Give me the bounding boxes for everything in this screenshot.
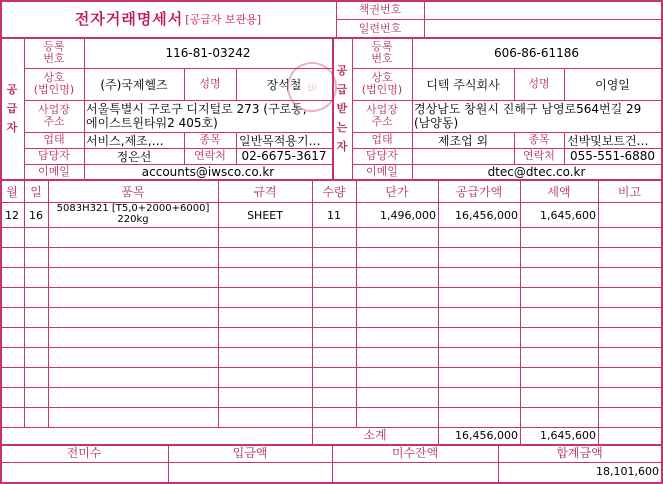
grid-line (352, 148, 662, 149)
row-day: 16 (29, 208, 43, 222)
grid-line (0, 0, 2, 484)
grid-line (84, 38, 85, 180)
book-number-label: 책권번호 (358, 2, 402, 16)
buyer-email-value: dtec@dtec.co.kr (487, 165, 586, 179)
grid-line (352, 132, 662, 133)
grid-line (0, 407, 662, 408)
grid-line (352, 164, 662, 165)
grid-line (356, 181, 357, 427)
supplier-address-line2: 에이스트윈타워2 405호) (86, 116, 218, 130)
grid-line (598, 181, 599, 427)
grid-line (332, 444, 333, 484)
buyer-address-label: 사업장 주소 (366, 103, 398, 128)
grid-line (0, 444, 662, 446)
supplier-phone-value: 02-6675-3617 (241, 149, 327, 163)
col-header-month: 월 (6, 184, 18, 199)
supplier-reg-value: 116-81-03242 (165, 46, 251, 60)
buyer-contact-label: 담당자 (366, 149, 398, 162)
grid-line (236, 132, 237, 164)
buyer-phone-label: 연락처 (523, 149, 555, 162)
supplier-address-line1: 서울특별시 구로구 디지털로 273 (구로동, (86, 102, 307, 116)
serial-number-label: 일련번호 (358, 21, 402, 35)
col-header-spec: 규격 (253, 184, 277, 199)
row-item (48, 203, 218, 227)
buyer-biz-value: 제조업 외 (437, 133, 489, 148)
grid-line (312, 427, 313, 444)
row-qty: 11 (327, 208, 341, 222)
buyer-address-line2: (남양동) (414, 116, 459, 130)
prev-balance-label: 전미수 (66, 446, 102, 460)
buyer-contact-value (412, 148, 514, 164)
grid-line (412, 38, 413, 180)
grid-line (336, 19, 662, 20)
grid-line (24, 100, 332, 101)
row-item-line2: 220kg (117, 214, 149, 225)
supplier-phone-label: 연락처 (194, 149, 226, 162)
grid-line (236, 68, 237, 100)
supplier-contact-value: 정은선 (116, 149, 152, 164)
row-supply: 16,456,000 (455, 208, 518, 222)
supplier-contact-label: 담당자 (38, 149, 70, 162)
grid-line (352, 68, 662, 69)
document-title (0, 0, 336, 37)
grid-line (24, 148, 332, 149)
buyer-name-label: 상호 (법인명) (361, 71, 403, 96)
buyer-reg-value: 606-86-61186 (493, 46, 579, 60)
total-amount-label: 합계금액 (556, 446, 603, 460)
buyer-email-label: 이메일 (366, 165, 398, 178)
buyer-biz-label: 업태 (371, 133, 393, 146)
grid-line (168, 444, 169, 484)
supplier-email-value: accounts@iwsco.co.kr (141, 165, 275, 179)
grid-line (0, 367, 662, 368)
grid-line (564, 132, 565, 164)
buyer-reg-label: 등록 번호 (371, 40, 393, 65)
deposit-label: 입금액 (232, 446, 268, 460)
col-header-tax: 세액 (547, 184, 571, 199)
buyer-item-value: 선박및보트건… (567, 133, 649, 148)
grid-line (218, 181, 219, 427)
buyer-side-label: 공 급 받 는 자 (336, 64, 348, 153)
buyer-name-value: 디텍 주식회사 (426, 77, 500, 92)
grid-line (0, 287, 662, 288)
supplier-item-value: 일반목적용기… (239, 133, 321, 148)
grid-line (0, 462, 662, 463)
row-spec: SHEET (247, 208, 283, 222)
unpaid-balance-value (332, 462, 498, 480)
row-month: 12 (5, 208, 19, 222)
grid-line (24, 132, 332, 133)
supplier-ceo-label: 성명 (199, 77, 221, 90)
buyer-address-line1: 경상남도 창원시 진해구 남영로564번길 29 (414, 102, 642, 116)
grid-line (0, 387, 662, 388)
buyer-address (414, 102, 661, 132)
grid-line (520, 181, 521, 427)
grid-line (352, 100, 662, 101)
supplier-item-label: 종목 (199, 133, 221, 146)
grid-line (0, 37, 662, 39)
grid-line (352, 38, 353, 180)
grid-line (332, 38, 334, 180)
supplier-biz-label: 업태 (43, 133, 65, 146)
grid-line (0, 327, 662, 328)
prev-balance-value (0, 462, 168, 480)
serial-number-value (425, 19, 661, 38)
subtotal-tax: 1,645,600 (540, 428, 596, 442)
grid-line (0, 267, 662, 268)
subtotal-supply: 16,456,000 (455, 428, 518, 442)
grid-line (24, 68, 332, 69)
grid-line (24, 181, 25, 427)
grid-line (0, 347, 662, 348)
total-amount-value: 18,101,600 (596, 464, 659, 478)
supplier-name-label: 상호 (법인명) (33, 71, 75, 96)
grid-line (0, 427, 662, 428)
grid-line (514, 132, 515, 164)
title-sub: [공급자 보관용] (185, 12, 262, 26)
grid-line (520, 427, 521, 444)
supplier-email-label: 이메일 (38, 165, 70, 178)
deposit-value (168, 462, 332, 480)
grid-line (514, 68, 515, 100)
col-header-price: 단가 (385, 184, 409, 199)
col-header-day: 일 (30, 184, 42, 199)
company-seal-stamp: 印 (280, 55, 343, 118)
buyer-ceo-label: 성명 (528, 77, 550, 90)
grid-line (598, 427, 599, 444)
col-header-item: 품목 (121, 184, 145, 199)
row-tax: 1,645,600 (540, 208, 596, 222)
grid-line (312, 181, 313, 427)
grid-line (498, 444, 499, 484)
grid-line (24, 164, 332, 165)
supplier-ceo-value: 장석철 (266, 77, 302, 92)
buyer-ceo-value: 이영일 (595, 77, 630, 92)
title-main: 전자거래명세서 (74, 10, 184, 28)
grid-line (24, 38, 25, 180)
grid-line (0, 247, 662, 248)
grid-line (48, 181, 49, 427)
supplier-reg-label: 등록 번호 (43, 40, 65, 65)
grid-line (564, 68, 565, 100)
grid-line (184, 68, 185, 100)
row-note (598, 203, 661, 227)
row-price: 1,496,000 (380, 208, 436, 222)
unpaid-balance-label: 미수잔액 (391, 446, 439, 460)
buyer-phone-value: 055-551-6880 (569, 149, 655, 163)
col-header-note: 비고 (617, 184, 642, 199)
grid-line (0, 179, 662, 181)
col-header-qty: 수량 (322, 184, 346, 199)
grid-line (438, 427, 439, 444)
grid-line (0, 227, 662, 228)
supplier-name-value: (주)국제헬즈 (100, 77, 168, 92)
supplier-biz-value: 서비스,제조,… (86, 133, 164, 148)
grid-line (184, 132, 185, 164)
row-item-line1: 5083H321 [T5,0+2000+6000] (56, 203, 210, 214)
grid-line (0, 0, 662, 2)
supplier-side-label: 공 급 자 (6, 83, 18, 134)
buyer-item-label: 종목 (528, 133, 550, 146)
col-header-supply: 공급가액 (455, 184, 503, 199)
supplier-address-label: 사업장 주소 (38, 103, 70, 128)
subtotal-label: 소계 (363, 428, 387, 442)
book-number-value (425, 0, 661, 19)
grid-line (0, 202, 662, 203)
grid-line (0, 307, 662, 308)
grid-line (438, 181, 439, 427)
